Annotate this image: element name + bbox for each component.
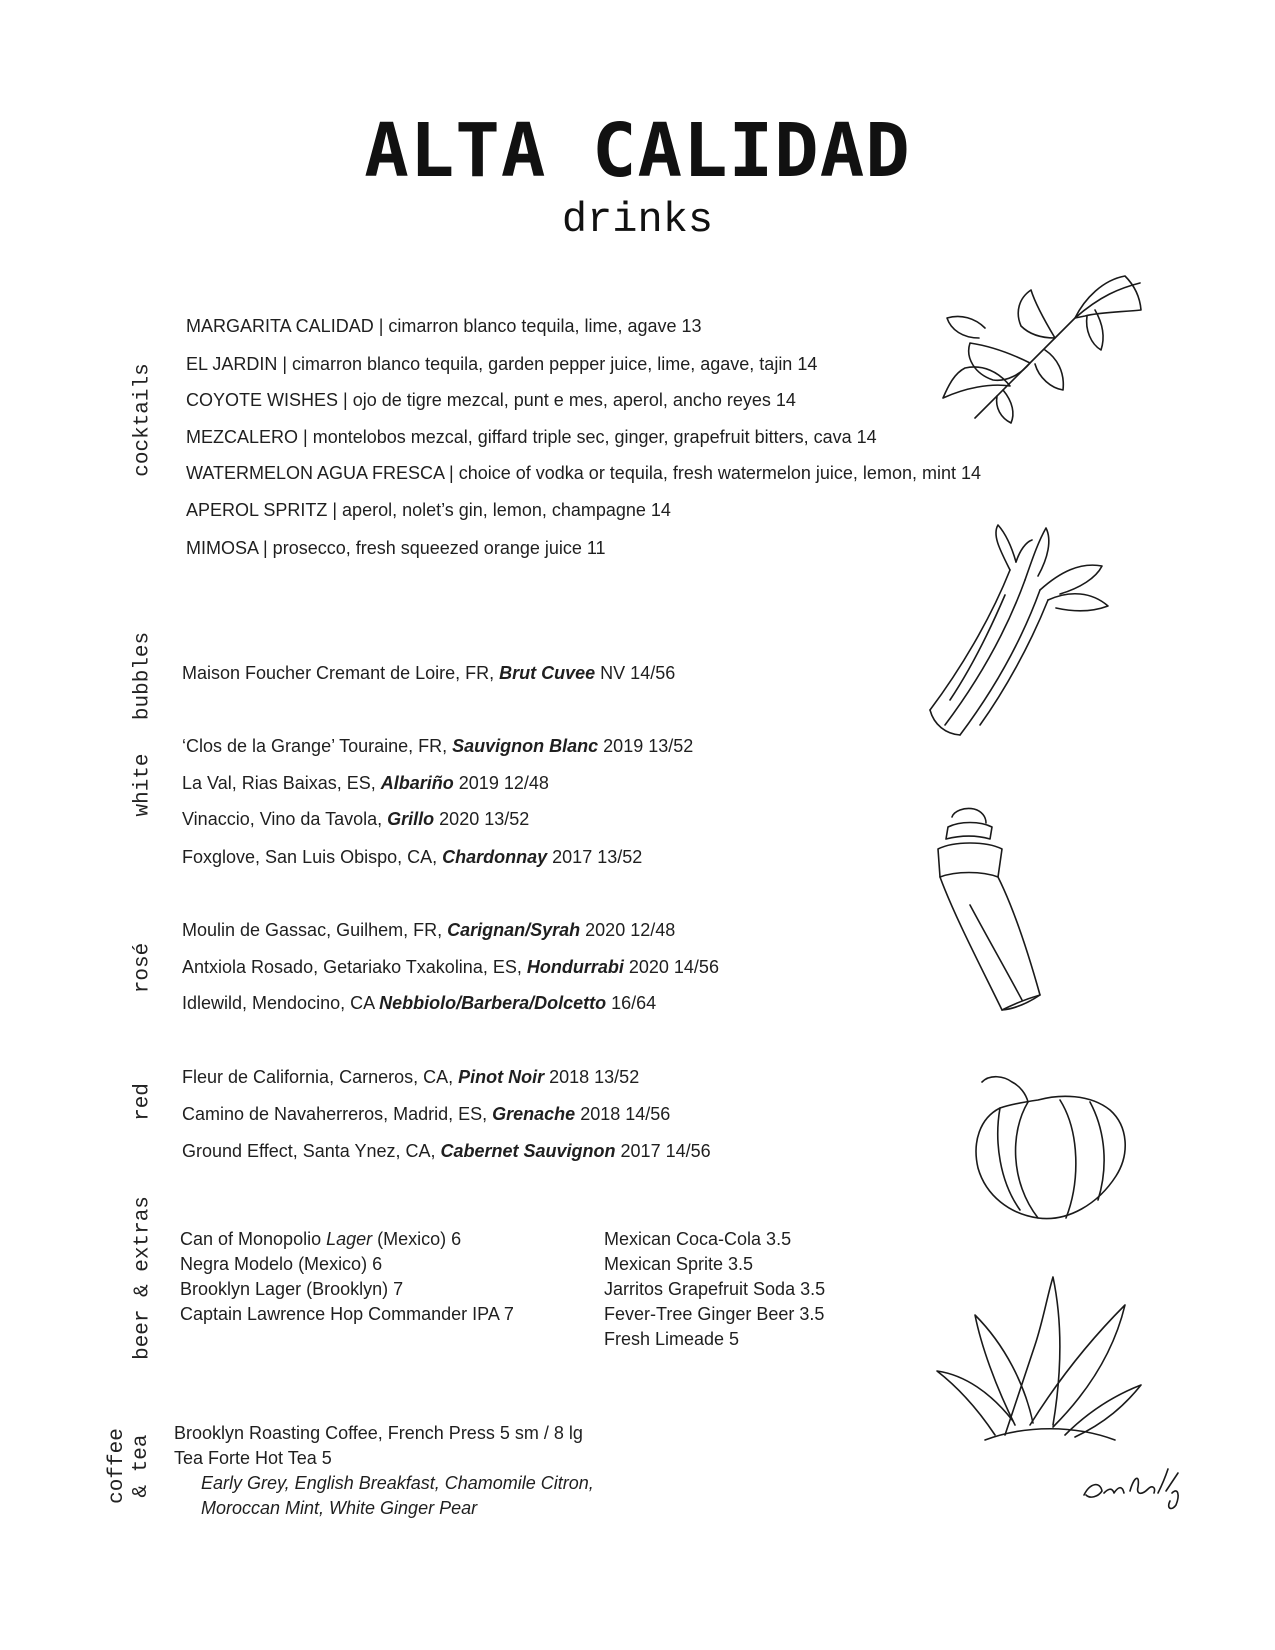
menu-item-cocktail: MIMOSA | prosecco, fresh squeezed orange juice 11 — [186, 538, 606, 558]
menu-item-extra: Jarritos Grapefruit Soda 3.5 — [604, 1279, 826, 1299]
artist-signature — [1080, 1465, 1185, 1515]
menu-item-wine: Fleur de California, Carneros, CA, Pinot Noir 2018 13/52 — [182, 1067, 640, 1087]
menu-item-wine: Idlewild, Mendocino, CA Nebbiolo/Barbera/Dolcetto 16/64 — [182, 993, 657, 1013]
section-label-white: white — [131, 753, 155, 817]
menu-item-extra: Fever-Tree Ginger Beer 3.5 — [604, 1304, 825, 1324]
menu-item-extra: Mexican Coca-Cola 3.5 — [604, 1229, 792, 1249]
page-title: ALTA CALIDAD — [364, 108, 911, 194]
section-label-rose: rosé — [131, 942, 155, 994]
section-label-bubbles: bubbles — [131, 631, 155, 721]
menu-item-extra: Fresh Limeade 5 — [604, 1329, 740, 1349]
celery-drawing — [920, 520, 1115, 745]
menu-item-beer: Brooklyn Lager (Brooklyn) 7 — [180, 1279, 404, 1299]
leaf-branch-drawing — [935, 268, 1150, 423]
section-label-cocktails: cocktails — [131, 363, 155, 477]
menu-item-cocktail: MARGARITA CALIDAD | cimarron blanco tequila, lime, agave 13 — [186, 316, 702, 336]
menu-item-wine: Vinaccio, Vino da Tavola, Grillo 2020 13/52 — [182, 809, 530, 829]
menu-item-beer: Captain Lawrence Hop Commander IPA 7 — [180, 1304, 514, 1324]
cocktail-shaker-drawing — [930, 805, 1050, 1015]
menu-item-cocktail: COYOTE WISHES | ojo de tigre mezcal, punt e mes, aperol, ancho reyes 14 — [186, 390, 796, 410]
menu-item-cocktail: APEROL SPRITZ | aperol, nolet’s gin, lemon, champagne 14 — [186, 500, 671, 520]
section-label-beer-extras: beer & extras — [131, 1196, 155, 1360]
pepper-drawing — [970, 1072, 1135, 1222]
menu-item-wine: Camino de Navaherreros, Madrid, ES, Grenache 2018 14/56 — [182, 1104, 671, 1124]
menu-item-wine: La Val, Rias Baixas, ES, Albariño 2019 12/48 — [182, 773, 549, 793]
section-label-coffee: coffee — [106, 1428, 129, 1504]
menu-item-wine: Maison Foucher Cremant de Loire, FR, Brut Cuvee NV 14/56 — [182, 663, 676, 683]
menu-item-coffee: Brooklyn Roasting Coffee, French Press 5 sm / 8 lg — [174, 1423, 583, 1443]
menu-item-wine: Antxiola Rosado, Getariako Txakolina, ES, Hondurrabi 2020 14/56 — [182, 957, 719, 977]
beer-list — [180, 1227, 514, 1327]
section-label-tea: & tea — [130, 1434, 153, 1498]
menu-item-cocktail: MEZCALERO | montelobos mezcal, giffard triple sec, ginger, grapefruit bitters, cava 14 — [186, 427, 877, 447]
menu-item-extra: Mexican Sprite 3.5 — [604, 1254, 754, 1274]
menu-item-wine: Foxglove, San Luis Obispo, CA, Chardonnay 2017 13/52 — [182, 847, 643, 867]
menu-item-wine: Ground Effect, Santa Ynez, CA, Cabernet Sauvignon 2017 14/56 — [182, 1141, 711, 1161]
menu-item-cocktail: EL JARDIN | cimarron blanco tequila, garden pepper juice, lime, agave, tajin 14 — [186, 354, 818, 374]
menu-item-tea: Tea Forte Hot Tea 5 — [174, 1448, 332, 1468]
tea-flavors-line: Early Grey, English Breakfast, Chamomile Citron, — [201, 1473, 594, 1493]
menu-item-beer: Negra Modelo (Mexico) 6 — [180, 1254, 383, 1274]
menu-item-beer: Can of Monopolio Lager (Mexico) 6 — [180, 1229, 462, 1249]
coffee-tea-list — [174, 1421, 594, 1521]
menu-item-wine: ‘Clos de la Grange’ Touraine, FR, Sauvignon Blanc 2019 13/52 — [182, 736, 694, 756]
tea-flavors-line: Moroccan Mint, White Ginger Pear — [201, 1498, 478, 1518]
section-label-coffee-tea — [106, 1428, 154, 1504]
menu-item-wine: Moulin de Gassac, Guilhem, FR, Carignan/Syrah 2020 12/48 — [182, 920, 676, 940]
page-subtitle: drinks — [561, 196, 714, 244]
agave-drawing — [935, 1275, 1145, 1440]
menu-item-cocktail: WATERMELON AGUA FRESCA | choice of vodka or tequila, fresh watermelon juice, lemon, mint 14 — [186, 463, 981, 483]
section-label-red: red — [131, 1083, 155, 1121]
extras-list — [604, 1227, 825, 1352]
